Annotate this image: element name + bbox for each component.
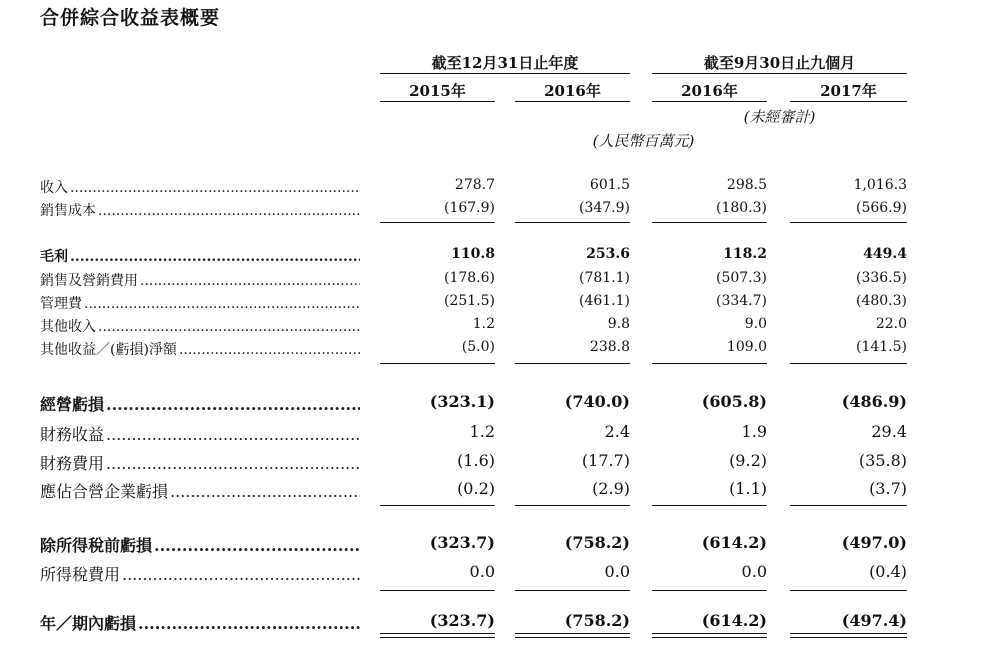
row-label [40,339,360,359]
year-underline [515,101,630,102]
value-2017: (497.0) [841,533,907,552]
subtotal-rule [790,505,907,506]
year-underline [790,101,907,102]
subtotal-rule [652,590,767,591]
value-2015: (251.5) [443,293,495,309]
subtotal-rule [380,590,495,591]
value-2016-nine-months: (605.8) [701,392,767,411]
unaudited-note: (未經審計) [743,108,816,126]
header-group-nine-months: 截至9月30日止九個月 [703,54,856,72]
value-2016: (758.2) [564,533,630,552]
subtotal-rule [790,363,907,364]
row-label-text: 銷售及營銷費用 [40,273,138,289]
value-2016: (781.1) [578,270,630,286]
row-label [40,451,360,474]
subtotal-rule [380,363,495,364]
row-label-text: 其他收入 [40,319,96,335]
value-2016-nine-months: 298.5 [726,177,767,193]
value-2015: (323.7) [429,533,495,552]
row-label [40,422,360,445]
value-2015: (323.7) [429,611,495,630]
value-2016: (758.2) [564,611,630,630]
value-2016: (461.1) [578,293,630,309]
leader-dots [140,273,360,289]
value-2016-nine-months: (1.1) [729,479,767,498]
row-label-text: 應佔合營企業虧損 [40,482,169,501]
value-2016-nine-months: 1.9 [741,422,767,441]
value-2017: (35.8) [858,451,907,470]
subtotal-rule [515,590,630,591]
value-2016: (347.9) [578,200,630,216]
leader-dots [122,565,360,584]
row-label-text: 收入 [40,180,68,196]
subtotal-rule [515,363,630,364]
row-label [40,479,360,502]
row-label-text: 其他收益／(虧損)淨額 [40,342,177,358]
value-2017: (566.9) [855,200,907,216]
row-label-text: 所得稅費用 [40,565,121,584]
value-2017: (486.9) [841,392,907,411]
group-underline-nine-months [652,73,907,74]
row-label [40,533,360,556]
value-2017: 1,016.3 [853,177,907,193]
value-2016-nine-months: 9.0 [744,316,767,332]
year-header-2015: 2015年 [409,82,466,100]
value-2016-nine-months: 118.2 [723,246,767,262]
leader-dots [106,454,360,473]
value-2016-nine-months: (334.7) [715,293,767,309]
value-2015: (323.1) [429,392,495,411]
value-2017: (141.5) [855,339,907,355]
row-label [40,562,360,585]
value-2016-nine-months: (180.3) [715,200,767,216]
leader-dots [98,203,360,219]
value-2017: (336.5) [855,270,907,286]
unit-note: (人民幣百萬元) [592,132,695,150]
subtotal-rule [652,505,767,506]
value-2015: 110.8 [451,246,495,262]
row-label [40,611,360,634]
leader-dots [106,425,360,444]
value-2017: 29.4 [871,422,907,441]
value-2017: (0.4) [869,562,907,581]
value-2015: 1.2 [469,422,495,441]
value-2017: 449.4 [863,246,907,262]
value-2016-nine-months: 109.0 [726,339,767,355]
row-label-text: 管理費 [40,296,82,312]
leader-dots [98,319,360,335]
value-2015: (167.9) [443,200,495,216]
leader-dots [84,296,360,312]
leader-dots [154,536,360,555]
value-2015: 278.7 [454,177,495,193]
total-double-rule [515,633,630,638]
leader-dots [106,395,360,414]
value-2015: (0.2) [457,479,495,498]
value-2016: (2.9) [592,479,630,498]
value-2016-nine-months: 0.0 [741,562,767,581]
leader-dots [70,249,360,265]
value-2017: 22.0 [875,316,907,332]
year-underline [652,101,767,102]
row-label-text: 財務費用 [40,454,105,473]
value-2016: (740.0) [564,392,630,411]
total-double-rule [380,633,495,638]
value-2016-nine-months: (9.2) [729,451,767,470]
value-2016-nine-months: (614.2) [701,533,767,552]
value-2016-nine-months: (614.2) [701,611,767,630]
value-2016: 2.4 [604,422,630,441]
subtotal-rule [652,363,767,364]
subtotal-rule [790,590,907,591]
header-group-annual: 截至12月31日止年度 [431,54,579,72]
row-label-text: 銷售成本 [40,203,96,219]
value-2015: 0.0 [469,562,495,581]
row-label-text: 財務收益 [40,425,105,444]
leader-dots [170,482,360,501]
row-label-text: 年／期內虧損 [40,614,137,633]
row-label [40,270,360,290]
row-label [40,177,360,197]
value-2016: (17.7) [581,451,630,470]
row-label [40,392,360,415]
value-2015: 1.2 [472,316,495,332]
row-label-text: 毛利 [40,249,68,265]
subtotal-rule [380,505,495,506]
leader-dots [70,180,360,196]
year-header-2016-nine-months: 2016年 [681,82,738,100]
value-2016: 238.8 [589,339,630,355]
row-label [40,246,360,266]
value-2017: (3.7) [869,479,907,498]
group-underline-annual [380,73,630,74]
page-title: 合併綜合收益表概要 [40,7,221,29]
subtotal-rule [515,222,630,223]
subtotal-rule [515,505,630,506]
value-2017: (480.3) [855,293,907,309]
value-2015: (5.0) [461,339,495,355]
year-underline [380,101,495,102]
value-2017: (497.4) [841,611,907,630]
row-label [40,293,360,313]
value-2016: 253.6 [586,246,630,262]
row-label [40,316,360,336]
year-header-2016: 2016年 [544,82,601,100]
subtotal-rule [380,222,495,223]
total-double-rule [652,633,767,638]
leader-dots [138,614,360,633]
value-2016: 0.0 [604,562,630,581]
subtotal-rule [790,222,907,223]
year-header-2017: 2017年 [820,82,877,100]
leader-dots [179,342,360,358]
value-2016: 601.5 [589,177,630,193]
row-label [40,200,360,220]
row-label-text: 除所得稅前虧損 [40,536,153,555]
value-2016: 9.8 [607,316,630,332]
value-2015: (178.6) [443,270,495,286]
value-2015: (1.6) [457,451,495,470]
subtotal-rule [652,222,767,223]
value-2016-nine-months: (507.3) [715,270,767,286]
row-label-text: 經營虧損 [40,395,105,414]
total-double-rule [790,633,907,638]
